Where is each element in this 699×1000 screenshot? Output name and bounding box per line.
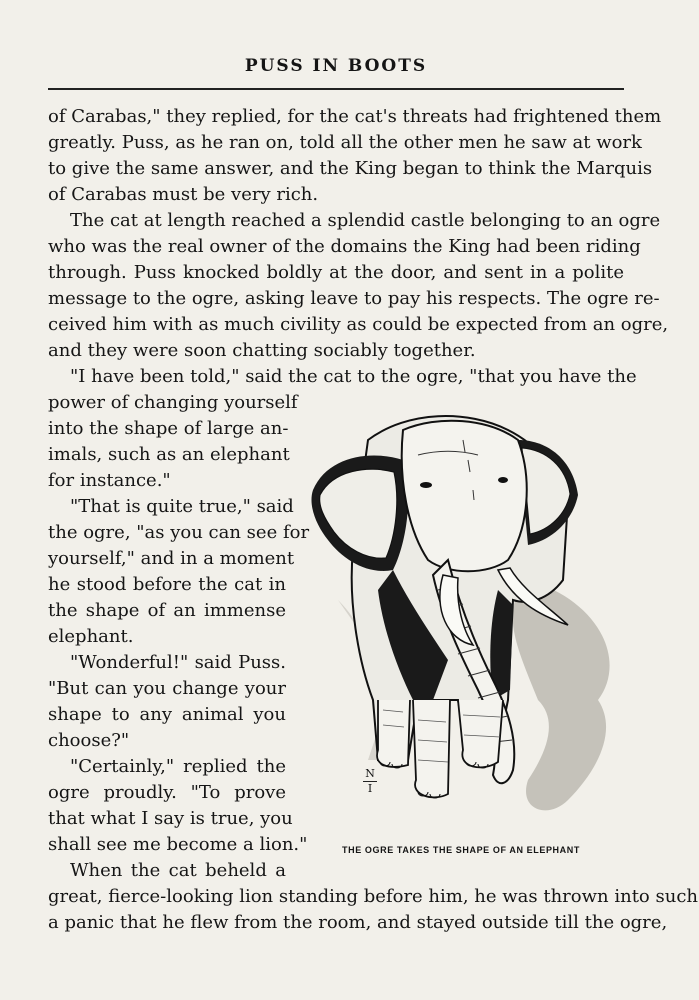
text-line: imals, such as an elephant bbox=[48, 444, 290, 465]
text-line: the shape of an immense bbox=[48, 600, 286, 621]
text-line: he stood before the cat in bbox=[48, 574, 286, 595]
text-line: for instance." bbox=[48, 470, 171, 491]
text-line: of Carabas," they replied, for the cat's threats had frightened them bbox=[48, 106, 662, 127]
text-line: "I have been told," said the cat to the ogre, "that you have the bbox=[70, 366, 637, 387]
text-line: When the cat beheld a bbox=[70, 860, 286, 881]
text-line: into the shape of large an- bbox=[48, 418, 289, 439]
elephant-illustration bbox=[298, 400, 618, 840]
text-line: "That is quite true," said bbox=[70, 496, 294, 517]
text-line: through. Puss knocked boldly at the door, and sent in a polite bbox=[48, 262, 624, 283]
text-line: great, fierce-looking lion standing before him, he was thrown into such bbox=[48, 886, 698, 907]
text-line: elephant. bbox=[48, 626, 134, 647]
text-line: "Certainly," replied the bbox=[70, 756, 286, 777]
text-line: message to the ogre, asking leave to pay his respects. The ogre re- bbox=[48, 288, 660, 309]
text-line: The cat at length reached a splendid castle belonging to an ogre bbox=[70, 210, 661, 231]
text-line: that what I say is true, you bbox=[48, 808, 293, 829]
text-line: to give the same answer, and the King began to think the Marquis bbox=[48, 158, 653, 179]
text-line: a panic that he flew from the room, and stayed outside till the ogre, bbox=[48, 912, 668, 933]
illustrator-monogram: N I bbox=[360, 768, 380, 795]
text-line: greatly. Puss, as he ran on, told all the other men he saw at work bbox=[48, 132, 642, 153]
text-line: shape to any animal you bbox=[48, 704, 286, 725]
text-line: ogre proudly. "To prove bbox=[48, 782, 286, 803]
text-line: and they were soon chatting sociably together. bbox=[48, 340, 476, 361]
text-line: the ogre, "as you can see for bbox=[48, 522, 310, 543]
text-line: "Wonderful!" said Puss. bbox=[70, 652, 286, 673]
text-line: "But can you change your bbox=[48, 678, 286, 699]
text-line: ceived him with as much civility as could be expected from an ogre, bbox=[48, 314, 669, 335]
header-rule bbox=[48, 88, 624, 90]
text-line: who was the real owner of the domains the King had been riding bbox=[48, 236, 641, 257]
text-line: choose?" bbox=[48, 730, 130, 751]
illustration-caption: THE OGRE TAKES THE SHAPE OF AN ELEPHANT bbox=[342, 845, 580, 855]
text-line: of Carabas must be very rich. bbox=[48, 184, 319, 205]
text-line: shall see me become a lion." bbox=[48, 834, 308, 855]
text-line: yourself," and in a moment bbox=[48, 548, 295, 569]
running-title: PUSS IN BOOTS bbox=[244, 56, 428, 76]
text-line: power of changing yourself bbox=[48, 392, 298, 413]
